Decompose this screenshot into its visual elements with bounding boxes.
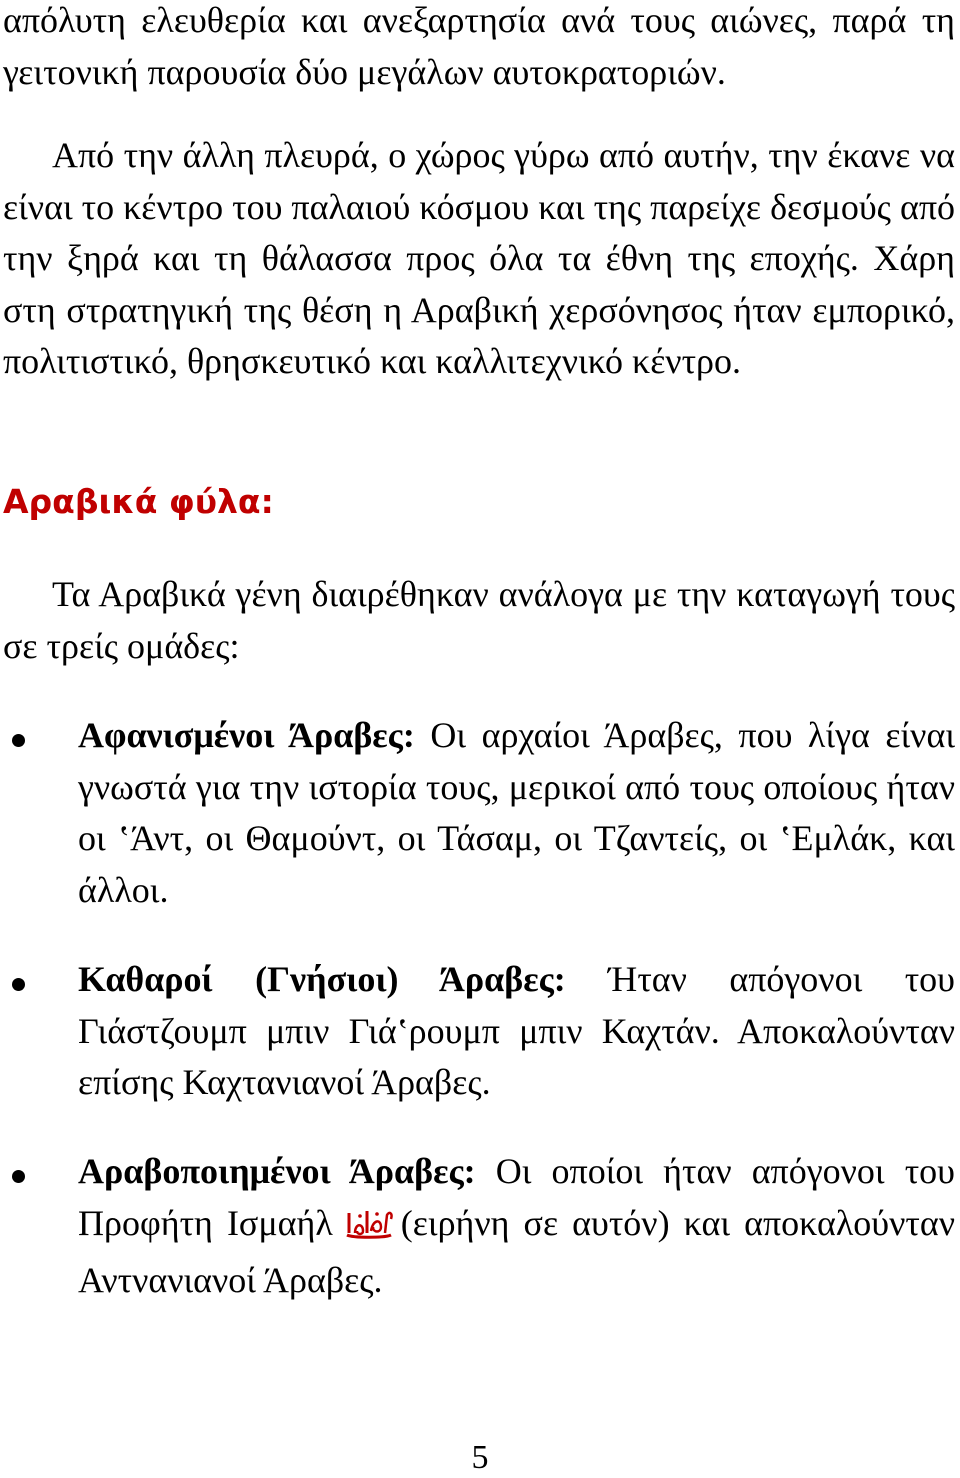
list-item-text bbox=[78, 1146, 955, 1307]
section-intro-paragraph: Τα Αραβικά γένη διαιρέθηκαν ανάλογα με την καταγωγή τους σε τρείς ομάδες: bbox=[3, 574, 955, 666]
group-term: Αφανισμένοι Άραβες: bbox=[78, 715, 415, 755]
intro-tail-paragraph: απόλυτη ελευθερία και ανεξαρτησία ανά τους αιώνες, παρά τη γειτονική παρουσία δύο μεγάλων αυτοκρατοριών. bbox=[3, 0, 955, 92]
group-description: Οι αρχαίοι Άραβες, που λίγα είναι γνωστά για την ιστορία τους, μερικοί από τους οποίους ήταν οι ‛Άντ, οι Θαμούντ, οι Τάσαμ, οι Τζαντείς, οι ‛Εμλάκ, και άλλοι. bbox=[78, 715, 955, 910]
group-term: Αραβοποιημένοι Άραβες: bbox=[78, 1151, 476, 1191]
geography-paragraph: Από την άλλη πλευρά, ο χώρος γύρω από αυτήν, την έκανε να είναι το κέντρο του παλαιού κόσμου και της παρείχε δεσμούς από την ξηρά και τη θάλασσα προς όλα τα έθνη της εποχής. Χάρη στη στρατηγική της θέση η Αραβική χερσόνησος ήταν εμπορικό, πολιτιστικό, θρησκευτικό και καλλιτεχνικό κέντρο. bbox=[3, 135, 955, 381]
list-item-text bbox=[78, 710, 955, 916]
group-description: Οι οποίοι ήταν απόγονοι του Προφήτη Ισμαήλ bbox=[78, 1151, 955, 1243]
page-number: 5 bbox=[471, 1439, 489, 1476]
group-description-continued: (ειρήνη σε αυτόν) και αποκαλούνταν Αντνανιανοί Άραβες. bbox=[78, 1202, 955, 1300]
bullet-icon bbox=[12, 978, 25, 991]
group-term: Καθαροί (Γνήσιοι) Άραβες: bbox=[78, 959, 566, 999]
group-description: Ήταν απόγονοι του Γιάστζουμπ μπιν Γιά‛ρουμπ μπιν Καχτάν. Αποκαλούνταν επίσης Καχτανιανοί Άραβες. bbox=[78, 959, 955, 1102]
bullet-icon bbox=[12, 1170, 25, 1183]
section-heading: Αραβικά φύλα: bbox=[3, 482, 274, 521]
list-item-text bbox=[78, 954, 955, 1109]
bullet-icon bbox=[12, 734, 25, 747]
alayhi-salam-calligraphy-icon bbox=[343, 1204, 395, 1256]
